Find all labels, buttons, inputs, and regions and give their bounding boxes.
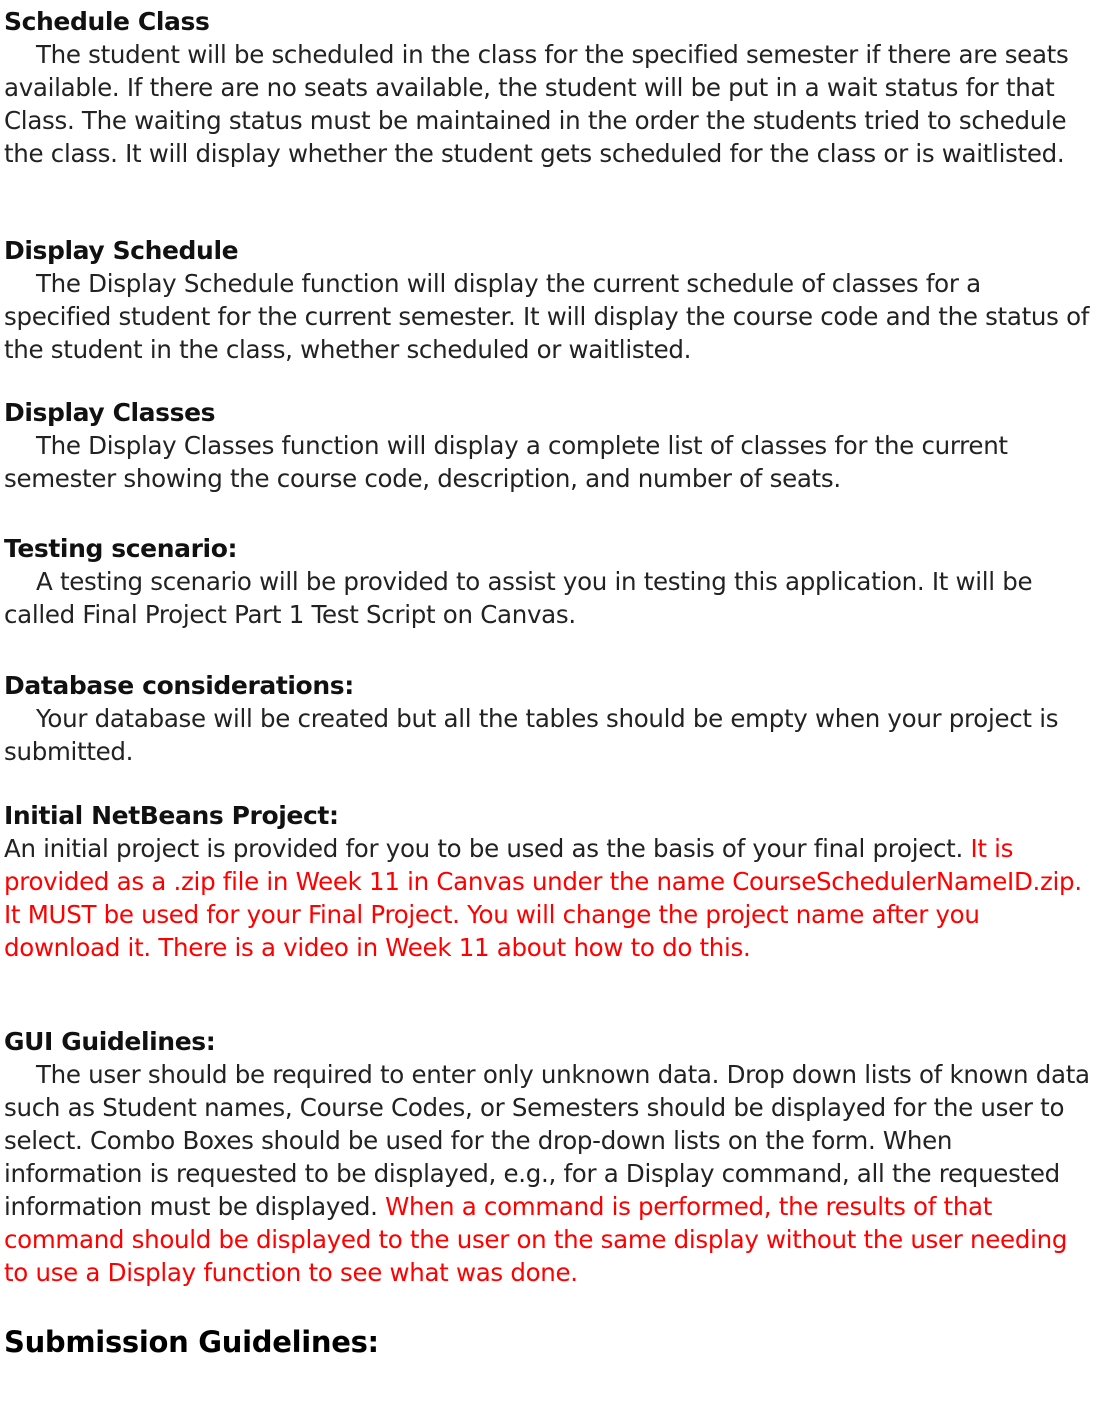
section-gui-guidelines xyxy=(4,1026,1094,1289)
database-considerations-body: Your database will be created but all the tables should be empty when your project is submitted. xyxy=(4,704,1059,766)
section-display-classes xyxy=(4,397,1094,495)
section-schedule-class xyxy=(4,6,1094,170)
display-schedule-heading: Display Schedule xyxy=(4,236,239,265)
initial-netbeans-project-body-red: It is provided as a .zip file in Week 11 in Canvas under the name CourseSchedulerNameID.zip. It MUST be used for your Final Project. You will change the project name after you download it. There is a video in Week 11 about how to do this. xyxy=(4,834,1082,962)
schedule-class-body: The student will be scheduled in the class for the specified semester if there are seats available. If there are no seats available, the student will be put in a wait status for that Class. The waiting status must be maintained in the order the students tried to schedule the class. It will display whether the student gets scheduled for the class or is waitlisted. xyxy=(4,40,1069,168)
section-testing-scenario xyxy=(4,533,1094,631)
database-considerations-heading: Database considerations: xyxy=(4,671,354,700)
initial-netbeans-project-heading: Initial NetBeans Project: xyxy=(4,801,339,830)
gui-guidelines-body-plain: The user should be required to enter only unknown data. Drop down lists of known data such as Student names, Course Codes, or Semesters should be displayed for the user to select. Combo Boxes should be used for the drop-down lists on the form. When information is requested to be displayed, e.g., for a Display command, all the requested information must be displayed. xyxy=(4,1060,1090,1221)
schedule-class-heading: Schedule Class xyxy=(4,7,210,36)
testing-scenario-body: A testing scenario will be provided to assist you in testing this application. It will be called Final Project Part 1 Test Script on Canvas. xyxy=(4,567,1033,629)
gui-guidelines-body xyxy=(4,1058,1094,1289)
section-initial-netbeans-project xyxy=(4,800,1094,964)
section-display-schedule xyxy=(4,235,1094,366)
gui-guidelines-body-red: When a command is performed, the results of that command should be displayed to the user on the same display without the user needing to use a Display function to see what was done. xyxy=(4,1192,1068,1287)
display-classes-body: The Display Classes function will display a complete list of classes for the current semester showing the course code, description, and number of seats. xyxy=(4,431,1008,493)
display-schedule-body: The Display Schedule function will display the current schedule of classes for a specified student for the current semester. It will display the course code and the status of the student in the class, whether scheduled or waitlisted. xyxy=(4,269,1090,364)
initial-netbeans-project-body xyxy=(4,832,1094,964)
gui-guidelines-heading: GUI Guidelines: xyxy=(4,1027,216,1056)
section-database-considerations xyxy=(4,670,1094,768)
initial-netbeans-project-body-plain: An initial project is provided for you to be used as the basis of your final project. xyxy=(4,834,971,863)
display-classes-heading: Display Classes xyxy=(4,398,216,427)
section-submission-guidelines xyxy=(4,1324,1094,1360)
submission-guidelines-heading: Submission Guidelines: xyxy=(4,1325,379,1359)
testing-scenario-heading: Testing scenario: xyxy=(4,534,238,563)
